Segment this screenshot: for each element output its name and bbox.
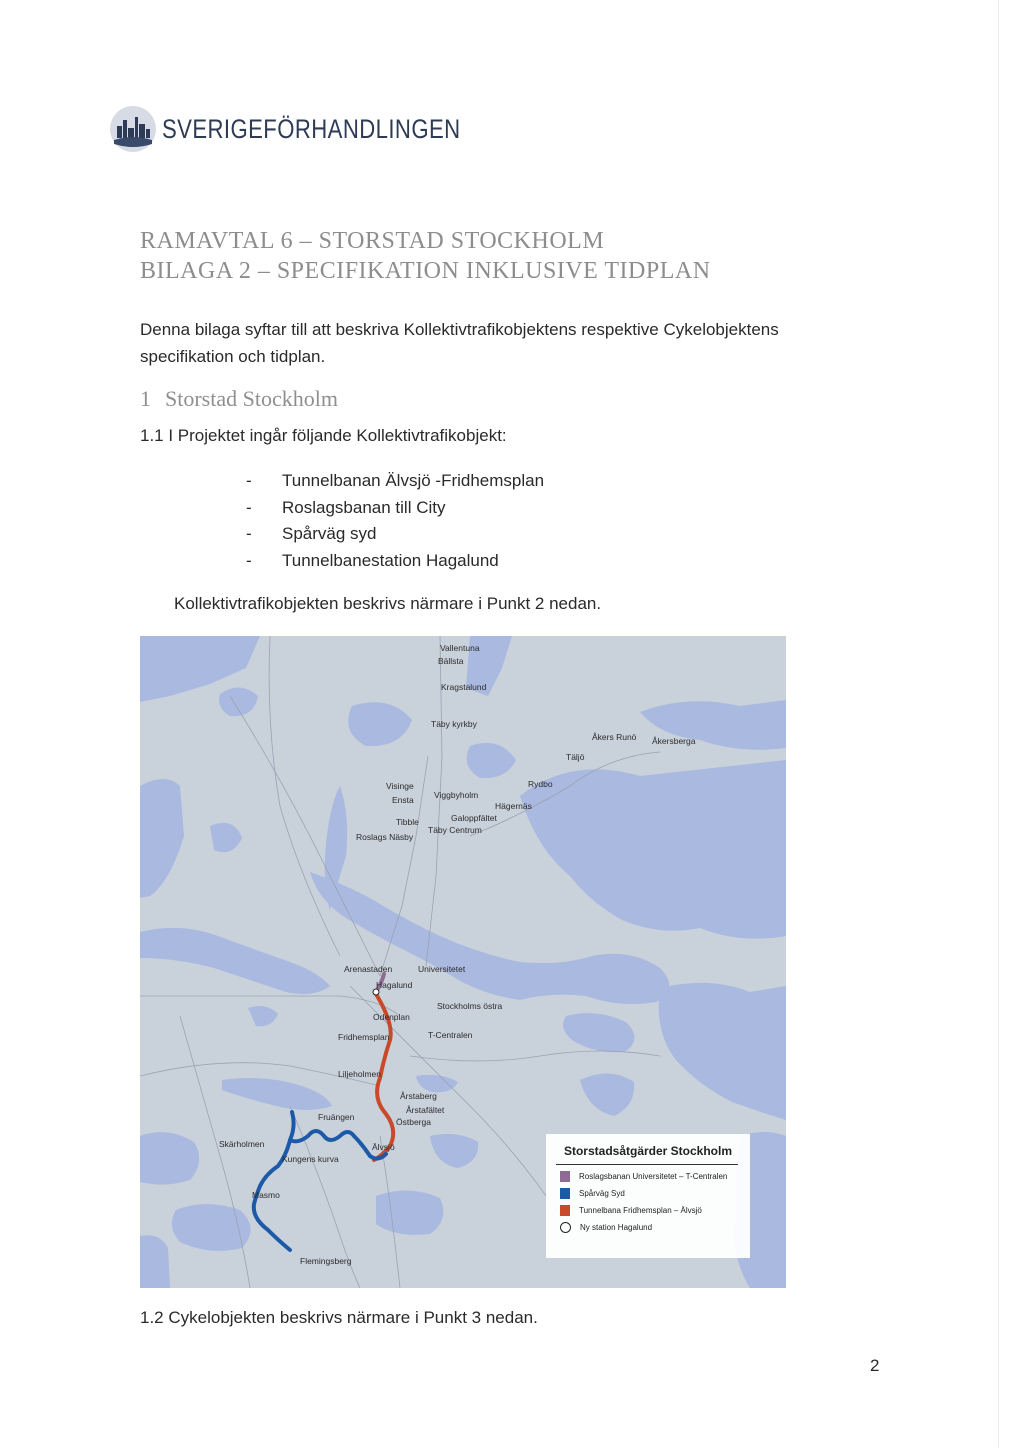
- margin-line: [998, 0, 999, 1448]
- map-label: Ensta: [392, 795, 414, 805]
- list-item: [246, 495, 544, 522]
- list-dash: -: [246, 471, 252, 490]
- station-circle-icon: [560, 1222, 571, 1233]
- legend-item: [560, 1188, 625, 1199]
- legend-item-text: Roslagsbanan Universitetet – T-Centralen: [579, 1172, 728, 1181]
- legend-item: [560, 1171, 727, 1182]
- legend-item: [560, 1205, 702, 1216]
- list-item-text: Tunnelbanestation Hagalund: [282, 551, 499, 571]
- map-label: Vallentuna: [440, 643, 480, 653]
- map-label: Fridhemsplan: [338, 1032, 390, 1042]
- map-label: Stockholms östra: [437, 1001, 503, 1011]
- map-label: Täby Centrum: [428, 825, 482, 835]
- list-dash: -: [246, 497, 252, 517]
- map-label: Östberga: [396, 1117, 431, 1127]
- map-label: Visinge: [386, 781, 414, 791]
- list-item-text: Roslagsbanan till City: [282, 497, 446, 517]
- map-label: Åkersberga: [652, 736, 696, 746]
- map-label: Kungens kurva: [282, 1154, 339, 1164]
- map-label: Odenplan: [373, 1012, 410, 1022]
- map-label: Tibble: [396, 817, 419, 827]
- legend-divider: [556, 1164, 738, 1165]
- map-label: Täljö: [566, 752, 585, 762]
- map-legend: [546, 1134, 750, 1258]
- list-dash: -: [246, 551, 252, 571]
- city-skyline-logo: [108, 104, 158, 154]
- transit-map: [140, 636, 786, 1288]
- map-label: Åkers Runö: [592, 732, 637, 742]
- map-label: Roslags Näsby: [356, 832, 414, 842]
- list-item: [246, 521, 544, 548]
- map-label: Bällsta: [438, 656, 464, 666]
- legend-swatch: [560, 1188, 570, 1199]
- note-paragraph: Kollektivtrafikobjekten beskrivs närmare i Punkt 2 nedan.: [174, 594, 602, 613]
- list-item: [246, 548, 544, 575]
- document-title: RAMAVTAL 6 – STORSTAD STOCKHOLM: [140, 228, 605, 254]
- map-label: Universitetet: [418, 964, 466, 974]
- header: [108, 104, 526, 154]
- page-number: 2: [870, 1356, 880, 1375]
- map-label: Viggbyholm: [434, 790, 479, 800]
- map-label: Kragstalund: [441, 682, 487, 692]
- legend-item-text: Tunnelbana Fridhemsplan – Älvsjö: [579, 1206, 702, 1215]
- list-item: [246, 468, 544, 495]
- legend-item-text: Ny station Hagalund: [580, 1223, 653, 1232]
- map-label: Arenastaden: [344, 964, 393, 974]
- legend-item: [560, 1222, 652, 1233]
- map-label: Liljeholmen: [338, 1069, 381, 1079]
- project-list: [246, 468, 544, 575]
- map-label: Masmo: [252, 1190, 280, 1200]
- legend-item-text: Spårväg Syd: [579, 1189, 625, 1198]
- legend-swatch: [560, 1205, 570, 1216]
- map-label: Galoppfältet: [451, 813, 497, 823]
- paragraph-1-1: 1.1 I Projektet ingår följande Kollektivtrafikobjekt:: [140, 426, 507, 445]
- map-label: Hagalund: [376, 980, 413, 990]
- map-label: Flemingsberg: [300, 1256, 352, 1266]
- paragraph-1-2: 1.2 Cykelobjekten beskrivs närmare i Punkt 3 nedan.: [140, 1308, 538, 1327]
- list-item-text: Spårväg syd: [282, 524, 377, 544]
- document-subtitle: BILAGA 2 – SPECIFIKATION INKLUSIVE TIDPLAN: [140, 258, 711, 284]
- map-label: Hägernäs: [495, 801, 532, 811]
- map-label: Årstaberg: [400, 1091, 437, 1101]
- map-label: Årstafältet: [406, 1105, 445, 1115]
- map-label: Fruängen: [318, 1112, 355, 1122]
- map-label: T-Centralen: [428, 1030, 473, 1040]
- brand-name: SVERIGEFÖRHANDLINGEN: [162, 113, 461, 144]
- map-label: Älvsjö: [372, 1142, 395, 1152]
- list-item-text: Tunnelbanan Älvsjö -Fridhemsplan: [282, 471, 545, 490]
- map-label: Skärholmen: [219, 1139, 265, 1149]
- legend-title: Storstadsåtgärder Stockholm: [563, 1144, 733, 1158]
- section-number: 1: [140, 386, 151, 411]
- map-label: Täby kyrkby: [431, 719, 477, 729]
- legend-swatch: [560, 1171, 570, 1182]
- list-dash: -: [246, 524, 252, 544]
- intro-paragraph: Denna bilaga syftar till att beskriva Kollektivtrafikobjektens respektive Cykelobjektens specifikation och tidplan.: [140, 320, 779, 366]
- map-label: Rydbo: [528, 779, 553, 789]
- section-title: Storstad Stockholm: [165, 386, 338, 411]
- section-heading: [140, 386, 338, 412]
